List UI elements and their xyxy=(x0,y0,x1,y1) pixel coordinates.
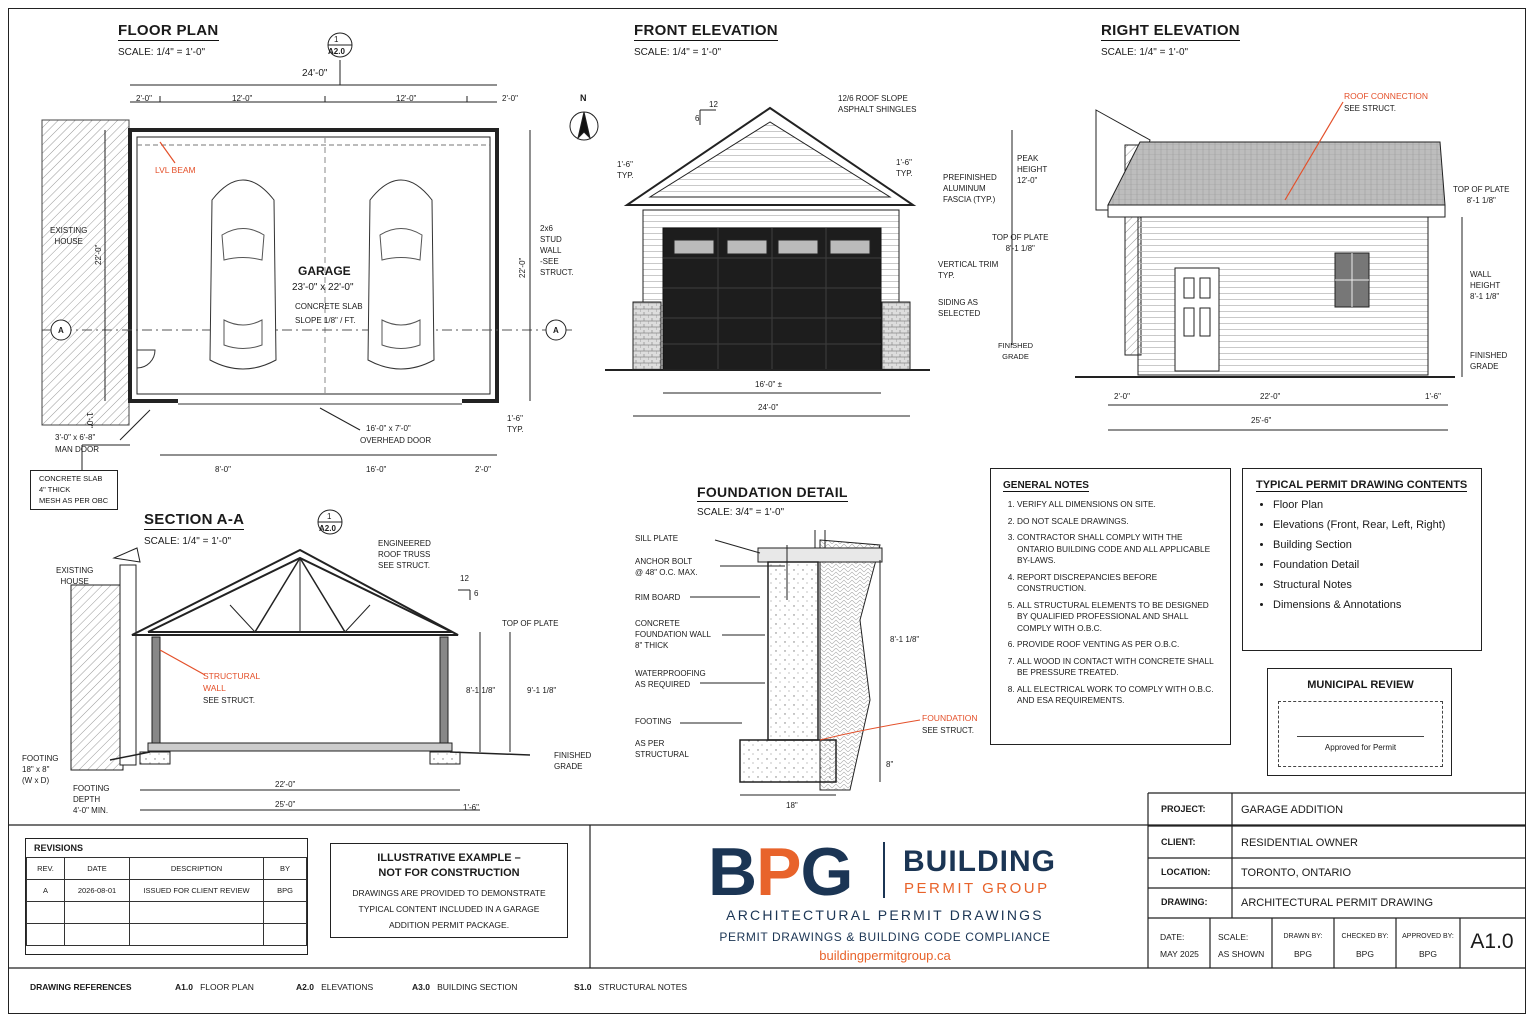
foundation-drawing xyxy=(680,530,920,795)
front-elevation-title: FRONT ELEVATION xyxy=(634,22,778,39)
foundation-title: FOUNDATION DETAIL xyxy=(697,484,848,500)
floor-plan-ref-number: 1 xyxy=(334,35,339,44)
vertical-trim-note: VERTICAL TRIM TYP. xyxy=(938,260,999,280)
reference-item xyxy=(412,982,517,992)
section-dim-overall: 25'-0" xyxy=(275,800,296,809)
general-note-item: 3. CONTRACTOR SHALL COMPLY WITH THE ONTARIO BUILDING CODE AND ALL APPLICABLE BY-LAWS. xyxy=(1017,532,1215,567)
brand-tagline: ARCHITECTURAL PERMIT DRAWINGS xyxy=(726,907,1044,923)
anchor-bolt-label: ANCHOR BOLT @ 48" O.C. MAX. xyxy=(635,557,698,577)
general-note-item: 1. VERIFY ALL DIMENSIONS ON SITE. xyxy=(1017,499,1215,511)
waterproofing-label: WATERPROOFING AS REQUIRED xyxy=(635,669,706,689)
sheet-number: A1.0 xyxy=(1470,930,1514,953)
revisions-table xyxy=(25,838,308,955)
section-slope-rise: 12 xyxy=(460,574,469,583)
existing-house-label: EXISTING HOUSE xyxy=(50,226,88,246)
drawing-references-label: DRAWING REFERENCES xyxy=(30,982,132,992)
project-label: PROJECT: xyxy=(1161,804,1206,814)
floor-plan-ref-sheet: A2.0 xyxy=(328,47,345,56)
right-dim: 22'-0" xyxy=(518,257,527,278)
front-overall-dim: 24'-0" xyxy=(758,403,779,412)
right-elevation-drawing xyxy=(1075,110,1462,430)
rev-header: DESCRIPTION xyxy=(130,858,264,880)
disclaimer-title-1: ILLUSTRATIVE EXAMPLE – xyxy=(377,852,521,864)
dim-top-1: 2'-0" xyxy=(136,94,152,103)
fascia-note: PREFINISHED ALUMINUM FASCIA (TYP.) xyxy=(943,173,997,204)
general-notes-list xyxy=(991,499,1215,712)
drawing-value: ARCHITECTURAL PERMIT DRAWING xyxy=(1241,897,1434,909)
garage-label: GARAGE xyxy=(298,264,351,278)
right-overall-dim: 25'-6" xyxy=(1251,416,1272,425)
approval-stamp-area xyxy=(1278,701,1443,767)
foundation-wall-height: 8'-1 1/8" xyxy=(890,635,920,644)
logo-letter-p: P xyxy=(756,834,801,910)
reference-name: FLOOR PLAN xyxy=(200,982,254,992)
date-value: MAY 2025 xyxy=(1160,949,1199,959)
foundation-scale: SCALE: 3/4" = 1'-0" xyxy=(697,507,785,518)
rev-cell: ISSUED FOR CLIENT REVIEW xyxy=(130,880,264,902)
table-row xyxy=(27,902,307,924)
section-scale: SCALE: 1/4" = 1'-0" xyxy=(144,536,232,547)
rev-cell: 2026-08-01 xyxy=(65,880,130,902)
dim-top-3: 12'-0" xyxy=(396,94,417,103)
date-label: DATE: xyxy=(1160,932,1185,942)
front-top-of-plate: TOP OF PLATE 8'-1 1/8" xyxy=(992,233,1049,253)
approved-by-label: APPROVED BY: xyxy=(1402,933,1454,940)
overhead-door-size: 16'-0" x 7'-0" xyxy=(366,424,411,433)
rev-header: BY xyxy=(264,858,307,880)
disclaimer-title-2: NOT FOR CONSTRUCTION xyxy=(378,867,520,879)
general-note-item: 7. ALL WOOD IN CONTACT WITH CONCRETE SHALL BE PRESSURE TREATED. xyxy=(1017,656,1215,679)
concrete-slab-box xyxy=(30,470,118,510)
roof-connection-label: ROOF CONNECTION xyxy=(1344,91,1429,101)
checked-by-label: CHECKED BY: xyxy=(1341,933,1389,940)
footing-label: FOOTING AS PER STRUCTURAL xyxy=(635,717,689,759)
right-elevation-title: RIGHT ELEVATION xyxy=(1101,22,1240,39)
general-note-item: 4. REPORT DISCREPANCIES BEFORE CONSTRUCTION. xyxy=(1017,572,1215,595)
rev-cell: A xyxy=(27,880,65,902)
reference-number: A3.0 xyxy=(412,982,430,992)
contents-item: • Building Section xyxy=(1273,539,1445,551)
right-finished-grade: FINISHED GRADE xyxy=(1470,351,1508,371)
stud-wall-note: 2x6 STUD WALL -SEE STRUCT. xyxy=(540,224,574,277)
front-elevation-scale: SCALE: 1/4" = 1'-0" xyxy=(634,47,722,58)
section-dim-inner: 22'-0" xyxy=(275,780,296,789)
general-note-item: 8. ALL ELECTRICAL WORK TO COMPLY WITH O.B.C. AND ESA REQUIREMENTS. xyxy=(1017,684,1215,707)
dim-top-4: 2'-0" xyxy=(502,94,518,103)
municipal-review-panel xyxy=(1267,668,1452,776)
disclaimer-box xyxy=(330,843,568,938)
section-top-of-plate: TOP OF PLATE xyxy=(502,619,559,628)
client-value: RESIDENTIAL OWNER xyxy=(1241,837,1358,849)
logo-letter-b: B xyxy=(708,834,757,910)
lvl-beam-label: LVL BEAM xyxy=(155,165,196,175)
permit-contents-title: TYPICAL PERMIT DRAWING CONTENTS xyxy=(1256,479,1468,491)
section-finished-grade: FINISHED GRADE xyxy=(554,751,592,771)
rev-header: DATE xyxy=(65,858,130,880)
brand-name-1: BUILDING xyxy=(903,845,1056,878)
right-dim-2: 22'-0" xyxy=(1260,392,1281,401)
footing-width-dim: 18" xyxy=(786,801,798,810)
reference-number: A2.0 xyxy=(296,982,314,992)
brand-url-link[interactable]: buildingpermitgroup.ca xyxy=(819,948,951,963)
section-existing-house: EXISTING HOUSE xyxy=(56,566,94,586)
overhead-door-label: OVERHEAD DOOR xyxy=(360,436,432,445)
roof-slope-note: 12/6 ROOF SLOPE ASPHALT SHINGLES xyxy=(838,94,917,114)
revisions-grid xyxy=(26,857,307,946)
section-marker-right: A xyxy=(553,326,559,335)
table-row xyxy=(27,880,307,902)
footing-depth-note: FOOTING DEPTH 4'-0" MIN. xyxy=(73,784,110,815)
garage-size: 23'-0" x 22'-0" xyxy=(292,282,354,293)
truss-note: ENGINEERED ROOF TRUSS SEE STRUCT. xyxy=(378,539,431,570)
section-ref-sheet: A2.0 xyxy=(319,524,336,533)
general-note-item: 5. ALL STRUCTURAL ELEMENTS TO BE DESIGNED BY QUALIFIED PROFESSIONAL AND SHALL COMPLY WITH O.B.C. xyxy=(1017,600,1215,635)
reference-name: BUILDING SECTION xyxy=(437,982,518,992)
drawn-by-label: DRAWN BY: xyxy=(1283,933,1323,940)
section-height-2: 9'-1 1/8" xyxy=(527,686,557,695)
section-drawing xyxy=(71,510,530,810)
structural-wall-ref: SEE STRUCT. xyxy=(203,696,256,705)
reference-item xyxy=(175,982,254,992)
bpg-logo xyxy=(708,833,852,911)
reference-name: ELEVATIONS xyxy=(321,982,374,992)
left-dim: 22'-0" xyxy=(94,244,103,265)
contents-item: • Structural Notes xyxy=(1273,579,1445,591)
reference-item xyxy=(296,982,373,992)
contents-item: • Foundation Detail xyxy=(1273,559,1445,571)
client-label: CLIENT: xyxy=(1161,837,1196,847)
disclaimer-body: DRAWINGS ARE PROVIDED TO DEMONSTRATE TYPICAL CONTENT INCLUDED IN A GARAGE ADDITION PERMIT PACKAGE. xyxy=(352,888,546,930)
foundation-red-label: FOUNDATION xyxy=(922,713,978,723)
front-slope-rise: 12 xyxy=(709,100,718,109)
reference-number: A1.0 xyxy=(175,982,193,992)
man-door-label: MAN DOOR xyxy=(55,445,99,454)
right-elevation-scale: SCALE: 1/4" = 1'-0" xyxy=(1101,47,1189,58)
right-dim-3: 1'-6" xyxy=(1425,392,1441,401)
side-small-dim: 1'-0" xyxy=(85,412,94,428)
footing-depth-dim: 8" xyxy=(886,760,894,769)
reference-name: STRUCTURAL NOTES xyxy=(598,982,688,992)
brand-subtitle: PERMIT DRAWINGS & BUILDING CODE COMPLIANCE xyxy=(719,930,1051,944)
logo-letter-g: G xyxy=(800,834,853,910)
section-footing-note: FOOTING 18" x 8" (W x D) xyxy=(22,754,59,785)
section-ref-number: 1 xyxy=(327,512,332,521)
right-top-of-plate: TOP OF PLATE 8'-1 1/8" xyxy=(1453,185,1510,205)
slab-note-1: CONCRETE SLAB xyxy=(295,302,363,311)
floor-plan-scale: SCALE: 1/4" = 1'-0" xyxy=(118,47,206,58)
overhang-left: 1'-6" TYP. xyxy=(617,160,634,180)
reference-number: S1.0 xyxy=(574,982,592,992)
rev-cell: BPG xyxy=(264,880,307,902)
general-note-item: 2. DO NOT SCALE DRAWINGS. xyxy=(1017,516,1215,528)
section-title: SECTION A-A xyxy=(144,511,245,528)
brand-name-2: PERMIT GROUP xyxy=(904,880,1050,897)
section-dim-right: 1'-6" xyxy=(463,803,479,812)
dim-bottom-3: 2'-0" xyxy=(475,465,491,474)
foundation-wall-label: CONCRETE FOUNDATION WALL 8" THICK xyxy=(635,619,712,650)
structural-wall-label: STRUCTURAL WALL xyxy=(203,671,261,693)
contents-item: • Elevations (Front, Rear, Left, Right) xyxy=(1273,519,1445,531)
reference-item xyxy=(574,982,687,992)
front-slope-run: 6 xyxy=(695,114,700,123)
door-width-dim: 16'-0" ± xyxy=(755,380,782,389)
general-note-item: 6. PROVIDE ROOF VENTING AS PER O.B.C. xyxy=(1017,639,1215,651)
contents-item: • Dimensions & Annotations xyxy=(1273,599,1445,611)
rim-board-label: RIM BOARD xyxy=(635,593,681,602)
drawing-label: DRAWING: xyxy=(1161,897,1208,907)
project-value: GARAGE ADDITION xyxy=(1241,804,1344,816)
approved-for-permit: Approved for Permit xyxy=(1324,743,1397,752)
scale-value: AS SHOWN xyxy=(1218,949,1265,959)
right-typ-dim: 1'-6" TYP. xyxy=(507,414,524,434)
general-notes-panel xyxy=(990,468,1231,745)
contents-item: • Floor Plan xyxy=(1273,499,1445,511)
permit-contents-panel xyxy=(1242,468,1482,651)
right-dim-1: 2'-0" xyxy=(1114,392,1130,401)
dim-bottom-2: 16'-0" xyxy=(366,465,387,474)
slab-note-2: SLOPE 1/8" / FT. xyxy=(295,316,356,325)
concrete-slab-note: CONCRETE SLAB 4" THICK MESH AS PER OBC xyxy=(39,474,109,505)
municipal-review-title: MUNICIPAL REVIEW xyxy=(1307,679,1414,691)
section-slope-run: 6 xyxy=(474,589,479,598)
foundation-see-struct: SEE STRUCT. xyxy=(922,726,975,735)
overall-width-dim: 24'-0" xyxy=(302,68,328,79)
permit-contents-list xyxy=(1243,499,1445,619)
overhang-right: 1'-6" TYP. xyxy=(896,158,913,178)
location-label: LOCATION: xyxy=(1161,867,1211,877)
north-arrow-icon: N xyxy=(580,93,587,103)
drawn-by-value: BPG xyxy=(1294,949,1312,959)
approved-by-value: BPG xyxy=(1419,949,1437,959)
rev-header: REV. xyxy=(27,858,65,880)
peak-height: PEAK HEIGHT 12'-0" xyxy=(1017,154,1048,185)
dim-top-2: 12'-0" xyxy=(232,94,253,103)
man-door-size: 3'-0" x 6'-8" xyxy=(55,433,96,442)
floor-plan-title: FLOOR PLAN xyxy=(118,22,219,39)
section-height-1: 8'-1 1/8" xyxy=(466,686,496,695)
checked-by-value: BPG xyxy=(1356,949,1374,959)
scale-label: SCALE: xyxy=(1218,932,1249,942)
table-row xyxy=(27,924,307,946)
location-value: TORONTO, ONTARIO xyxy=(1241,867,1352,879)
siding-note: SIDING AS SELECTED xyxy=(938,298,981,318)
right-wall-height: WALL HEIGHT 8'-1 1/8" xyxy=(1470,270,1501,301)
dim-bottom-1: 8'-0" xyxy=(215,465,231,474)
section-marker-left: A xyxy=(58,326,64,335)
revisions-title: REVISIONS xyxy=(34,843,84,853)
general-notes-title: GENERAL NOTES xyxy=(1003,480,1089,491)
front-finished-grade: FINISHED GRADE xyxy=(998,341,1034,361)
roof-connection-ref: SEE STRUCT. xyxy=(1344,104,1397,113)
sill-plate-label: SILL PLATE xyxy=(635,534,679,543)
